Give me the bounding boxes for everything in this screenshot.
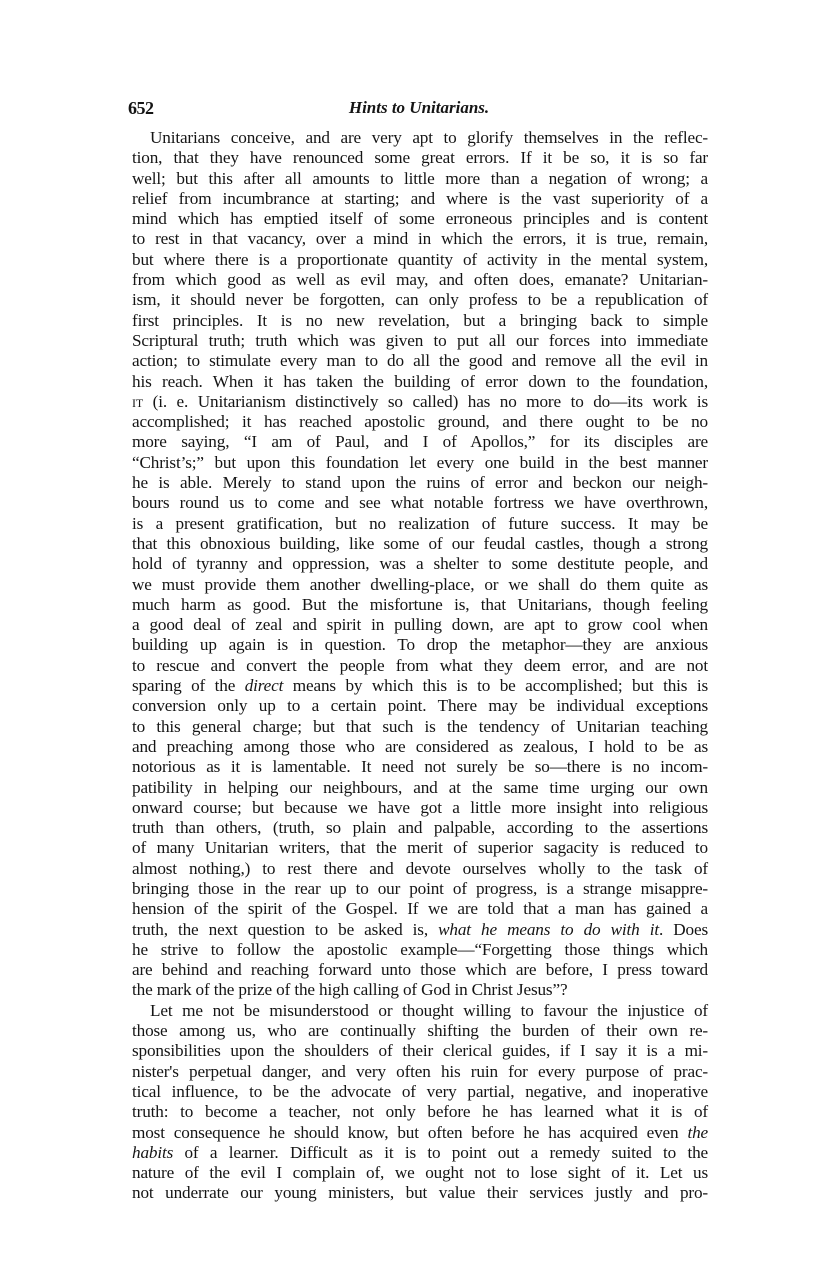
text-line: from which good as well as evil may, and often does, emanate? Unitarian-: [132, 270, 708, 290]
text-line: sponsibilities upon the shoulders of their clerical guides, if I say it is a mi-: [132, 1041, 708, 1061]
text-line: is a present gratification, but no realization of future success. It may be: [132, 513, 708, 533]
text-line: to this general charge; but that such is the tendency of Unitarian teaching: [132, 716, 708, 736]
text-line: Let me not be misunderstood or thought willing to favour the injustice of: [150, 1000, 708, 1020]
paragraph-2: [132, 1001, 708, 1204]
running-title: Hints to Unitarians.: [348, 98, 490, 117]
text-line: tical influence, to be the advocate of very partial, negative, and inoperative: [132, 1081, 708, 1101]
running-head: [128, 98, 710, 122]
text-line: tion, that they have renounced some great errors. If it be so, it is so far: [132, 148, 708, 168]
text-line: building up again is in question. To drop the metaphor—they are anxious: [132, 635, 708, 655]
text-line: mind which has emptied itself of some erroneous principles and is content: [132, 209, 708, 229]
text-line: “Christ’s;” but upon this foundation let every one build in the best manner: [132, 452, 708, 472]
text-line: the mark of the prize of the high calling of God in Christ Jesus”?: [132, 980, 568, 1000]
text-line: his reach. When it has taken the building of error down to the foundation,: [132, 371, 708, 391]
text-line: relief from incumbrance at starting; and where is the vast superiority of a: [132, 188, 708, 208]
text-line: nature of the evil I complain of, we ought not to lose sight of it. Let us: [132, 1163, 708, 1183]
text-line: much harm as good. But the misfortune is, that Unitarians, though feeling: [132, 594, 708, 614]
text-line: action; to stimulate every man to do all the good and remove all the evil in: [132, 351, 708, 371]
text-line: more saying, “I am of Paul, and I of Apollos,” for its disciples are: [132, 432, 708, 452]
text-line: almost nothing,) to rest there and devote ourselves wholly to the task of: [132, 858, 708, 878]
text-line: are behind and reaching forward unto those which are before, I press toward: [132, 960, 708, 980]
text-line: habits of a learner. Difficult as it is to point out a remedy suited to the: [132, 1142, 708, 1162]
text-line: Unitarians conceive, and are very apt to glorify themselves in the reflec-: [150, 128, 708, 147]
text-line: he is able. Merely to stand upon the ruins of error and beckon our neigh-: [132, 473, 708, 493]
text-line: to rest in that vacancy, over a mind in which the errors, it is true, remain,: [132, 229, 708, 249]
text-line: those among us, who are continually shifting the burden of their own re-: [132, 1021, 708, 1041]
text-line: Scriptural truth; truth which was given to put all our forces into immediate: [132, 330, 708, 350]
text-line: sparing of the direct means by which this is to be accomplished; but this is: [132, 676, 708, 696]
body-text: [132, 128, 708, 1204]
text-line: of many Unitarian writers, that the merit of superior sagacity is reduced to: [132, 838, 708, 858]
text-line: nister's perpetual danger, and very often his ruin for every purpose of prac-: [132, 1061, 708, 1081]
page-number: 652: [128, 98, 154, 118]
text-line: but where there is a proportionate quantity of activity in the mental system,: [132, 249, 708, 269]
text-line: that this obnoxious building, like some of our feudal castles, though a strong: [132, 533, 708, 553]
text-line: conversion only up to a certain point. There may be individual exceptions: [132, 696, 708, 716]
text-line: hension of the spirit of the Gospel. If we are told that a man has gained a: [132, 899, 708, 919]
text-line: to rescue and convert the people from what they deem error, and are not: [132, 655, 708, 675]
text-line: onward course; but because we have got a little more insight into religious: [132, 797, 708, 817]
text-line: hold of tyranny and oppression, was a shelter to some destitute people, and: [132, 554, 708, 574]
text-line: truth than others, (truth, so plain and palpable, according to the assertions: [132, 818, 708, 838]
text-line: not underrate our young ministers, but value their services justly and pro-: [132, 1183, 708, 1203]
text-line: accomplished; it has reached apostolic ground, and there ought to be no: [132, 412, 708, 432]
text-line: it (i. e. Unitarianism distinctively so called) has no more to do—its work is: [132, 391, 708, 411]
text-line: he strive to follow the apostolic example—“Forgetting those things which: [132, 939, 708, 959]
text-line: most consequence he should know, but often before he has acquired even the: [132, 1122, 708, 1142]
text-line: and preaching among those who are considered as zealous, I hold to be as: [132, 736, 708, 756]
text-line: a good deal of zeal and spirit in pulling down, are apt to grow cool when: [132, 615, 708, 635]
text-line: bringing those in the rear up to our point of progress, is a strange misappre-: [132, 878, 708, 898]
text-line: bours round us to come and see what notable fortress we have overthrown,: [132, 493, 708, 513]
text-line: notorious as it is lamentable. It need not surely be so—there is no incom-: [132, 757, 708, 777]
text-line: we must provide them another dwelling-place, or we shall do them quite as: [132, 574, 708, 594]
text-line: ism, it should never be forgotten, can only profess to be a republication of: [132, 290, 708, 310]
text-line: first principles. It is no new revelation, but a bringing back to simple: [132, 310, 708, 330]
text-line: well; but this after all amounts to little more than a negation of wrong; a: [132, 168, 708, 188]
text-line: truth, the next question to be asked is, what he means to do with it. Does: [132, 919, 708, 939]
text-line: truth: to become a teacher, not only before he has learned what it is of: [132, 1102, 708, 1122]
text-line: patibility in helping our neighbours, and at the same time urging our own: [132, 777, 708, 797]
paragraph-1: [132, 128, 708, 1001]
